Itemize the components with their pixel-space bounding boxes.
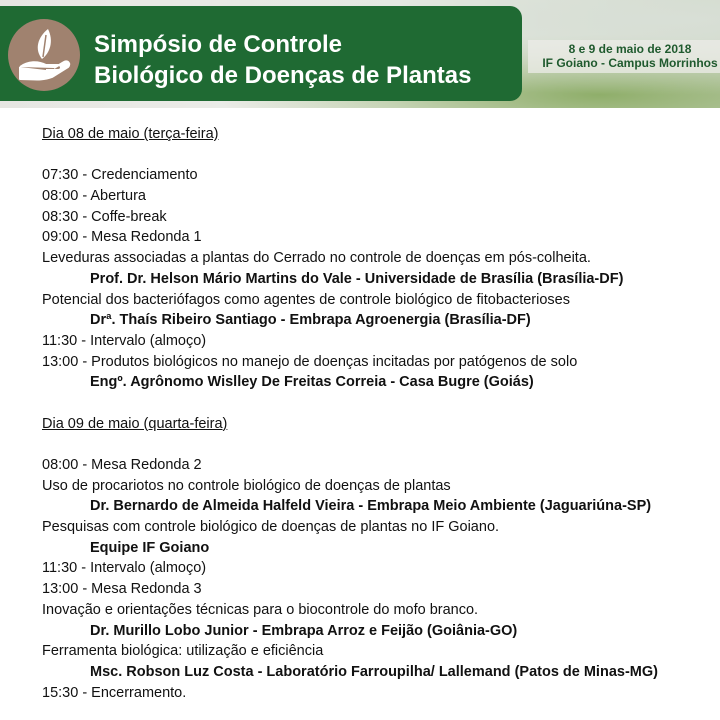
talk-title: Uso de procariotos no controle biológico de doenças de plantas [42,477,451,494]
title-panel [0,6,522,101]
talk-title: Potencial dos bacteriófagos como agentes de controle biológico de fitobacterioses [42,291,570,308]
schedule-item: 13:00 - Produtos biológicos no manejo de doenças incitadas por patógenos de solo [42,353,578,370]
schedule-item: 08:00 - Abertura [42,188,146,205]
schedule-item: 08:00 - Mesa Redonda 2 [42,457,202,473]
speaker-name: Equipe IF Goiano [90,539,210,556]
header-banner [0,0,720,108]
schedule [42,124,712,703]
speaker-name: Prof. Dr. Helson Mário Martins do Vale - Universidade de Brasília (Brasília-DF) [90,270,624,287]
speaker-name: Dr. Murillo Lobo Junior - Embrapa Arroz e Feijão (Goiânia-GO) [90,622,518,639]
event-info-box [528,40,720,73]
schedule-item: 09:00 - Mesa Redonda 1 [42,229,202,246]
schedule-item: 07:30 - Credenciamento [42,167,198,184]
day-2-heading: Dia 09 de maio (quarta-feira) [42,415,228,432]
schedule-item: 11:30 - Intervalo (almoço) [42,560,207,577]
day-1-heading: Dia 08 de maio (terça-feira) [42,126,219,142]
event-title-line-2: Biológico de Doenças de Plantas [94,62,472,89]
schedule-item: 11:30 - Intervalo (almoço) [42,332,207,349]
event-venue: IF Goiano - Campus Morrinhos [542,56,718,70]
speaker-name: Drª. Thaís Ribeiro Santiago - Embrapa Agroenergia (Brasília-DF) [90,312,531,329]
talk-title: Pesquisas com controle biológico de doenças de plantas no IF Goiano. [42,519,500,536]
speaker-name: Msc. Robson Luz Costa - Laboratório Farroupilha/ Lallemand (Patos de Minas-MG) [90,663,658,680]
speaker-name: Dr. Bernardo de Almeida Halfeld Vieira - Embrapa Meio Ambiente (Jaguariúna-SP) [90,498,652,515]
schedule-item: 08:30 - Coffe-break [42,208,167,225]
schedule-item: 13:00 - Mesa Redonda 3 [42,581,202,598]
speaker-name: Engº. Agrônomo Wislley De Freitas Correia - Casa Bugre (Goiás) [90,374,534,391]
talk-title: Leveduras associadas a plantas do Cerrado no controle de doenças em pós-colheita. [42,250,591,267]
event-dates: 8 e 9 de maio de 2018 [568,42,692,56]
schedule-item: 15:30 - Encerramento. [42,684,187,701]
talk-title: Inovação e orientações técnicas para o biocontrole do mofo branco. [42,601,479,618]
hand-holding-leaf-icon [8,19,80,91]
talk-title: Ferramenta biológica: utilização e eficiência [42,643,324,660]
event-title-line-1: Simpósio de Controle [94,31,343,58]
